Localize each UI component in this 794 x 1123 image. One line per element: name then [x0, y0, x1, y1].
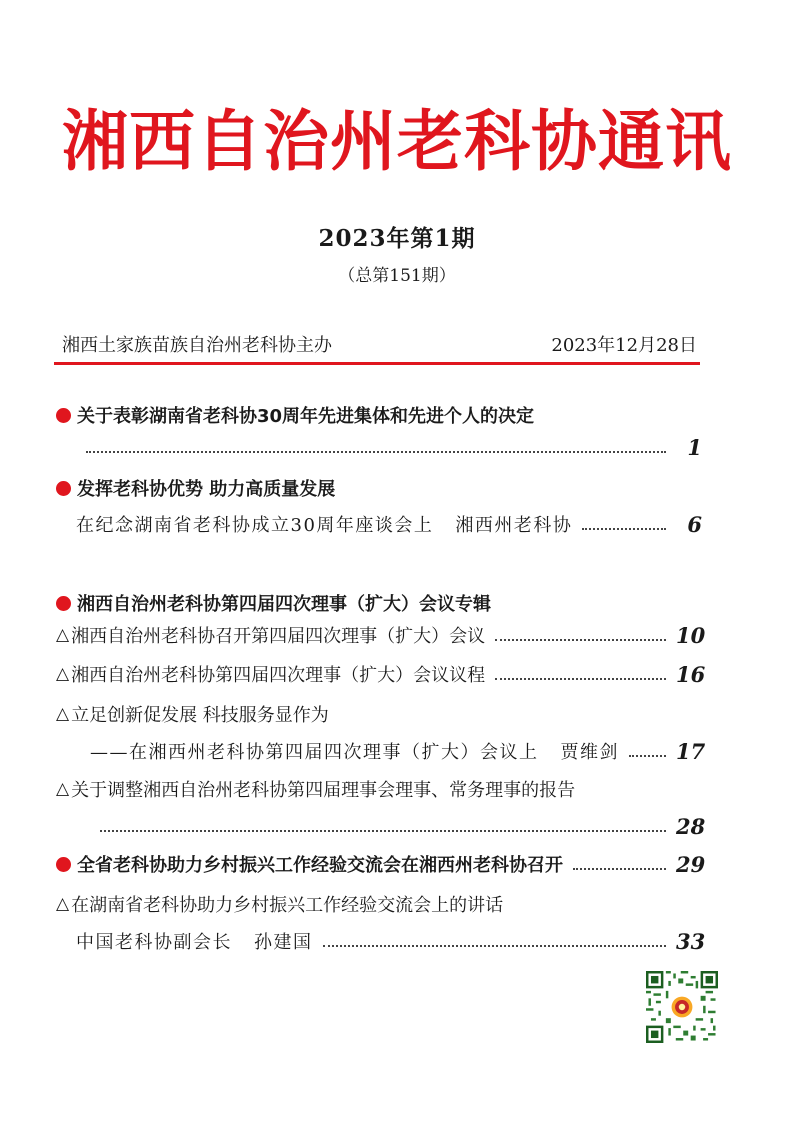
toc-page-number: 10: [676, 622, 706, 648]
qr-code-icon[interactable]: [646, 971, 718, 1043]
toc-item[interactable]: [56, 659, 706, 689]
red-bullet-icon: [56, 481, 71, 496]
triangle-marker-icon: △: [56, 625, 70, 645]
toc-heading-text: 全省老科协助力乡村振兴工作经验交流会在湘西州老科协召开: [77, 855, 563, 876]
dotted-leader: [573, 868, 666, 870]
issue-number: 2023年第1期: [318, 225, 476, 252]
toc-author: 孙建国: [254, 932, 313, 953]
red-bullet-icon: [56, 857, 71, 872]
toc-sub-entry[interactable]: [56, 736, 706, 766]
red-bullet-icon: [56, 408, 71, 423]
toc-item-text: 湘西自治州老科协第四届四次理事（扩大）会议议程: [71, 665, 486, 686]
toc-leader-row[interactable]: [56, 432, 702, 462]
toc-author: 湘西州老科协: [455, 515, 573, 536]
toc-sub-text: 在纪念湖南省老科协成立30周年座谈会上: [76, 515, 434, 536]
dotted-leader: [86, 451, 666, 453]
triangle-marker-icon: △: [56, 664, 70, 684]
toc-heading[interactable]: [56, 849, 706, 879]
publish-date: 2023年12月28日: [551, 335, 697, 356]
dotted-leader: [100, 830, 666, 832]
toc-heading[interactable]: [56, 588, 702, 618]
toc-page-number: 1: [687, 434, 702, 460]
toc-item[interactable]: [56, 699, 702, 729]
toc-page-number: 6: [687, 511, 702, 537]
toc-item[interactable]: [56, 620, 706, 650]
toc-item-text: 湘西自治州老科协召开第四届四次理事（扩大）会议: [71, 626, 486, 647]
toc-sub-entry[interactable]: [56, 926, 706, 956]
dotted-leader: [495, 678, 666, 680]
organizer-text: 湘西土家族苗族自治州老科协主办: [62, 335, 332, 356]
toc-page-number: 16: [676, 661, 706, 687]
toc-sub-entry[interactable]: [56, 509, 702, 539]
newsletter-title: 湘西自治州老科协通讯: [62, 102, 732, 180]
triangle-marker-icon: △: [56, 704, 70, 724]
dotted-leader: [323, 945, 667, 947]
toc-sub-text: ——在湘西州老科协第四届四次理事（扩大）会议上: [90, 742, 539, 763]
toc-page-number: 29: [676, 851, 706, 877]
toc-item-text: 立足创新促发展 科技服务显作为: [71, 705, 329, 726]
total-issue-number: （总第151期）: [338, 266, 456, 286]
toc-page-number: 17: [676, 738, 706, 764]
toc-heading-text: 发挥老科协优势 助力高质量发展: [77, 479, 336, 500]
toc-item[interactable]: [56, 774, 702, 804]
dotted-leader: [582, 528, 666, 530]
toc-heading-text: 关于表彰湖南省老科协30周年先进集体和先进个人的决定: [77, 406, 535, 427]
header-divider: [54, 362, 700, 365]
toc-sub-text: 中国老科协副会长: [76, 932, 232, 953]
triangle-marker-icon: △: [56, 894, 70, 914]
toc-leader-row[interactable]: [56, 811, 706, 841]
dotted-leader: [629, 755, 666, 757]
toc-author: 贾维剑: [560, 742, 619, 763]
toc-item-text: 在湖南省老科协助力乡村振兴工作经验交流会上的讲话: [71, 895, 504, 916]
toc-heading[interactable]: [56, 473, 702, 503]
toc-heading-text: 湘西自治州老科协第四届四次理事（扩大）会议专辑: [77, 594, 491, 615]
triangle-marker-icon: △: [56, 779, 70, 799]
toc-page-number: 33: [676, 928, 706, 954]
toc-item[interactable]: [56, 889, 702, 919]
toc-page-number: 28: [676, 813, 706, 839]
toc-heading[interactable]: [56, 400, 702, 430]
dotted-leader: [495, 639, 666, 641]
toc-item-text: 关于调整湘西自治州老科协第四届理事会理事、常务理事的报告: [71, 780, 576, 801]
red-bullet-icon: [56, 596, 71, 611]
